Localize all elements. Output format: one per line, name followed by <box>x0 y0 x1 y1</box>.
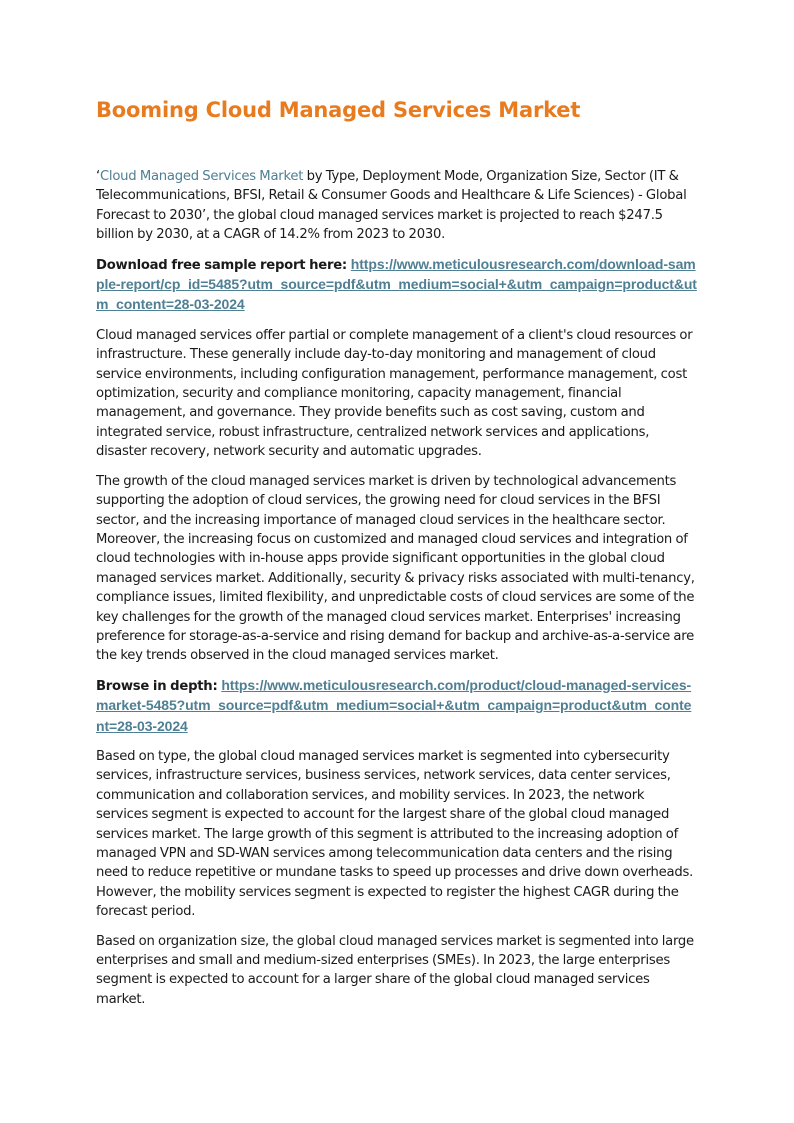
intro-text: by Type, Deployment Mode, Organization Size, Sector (IT & Telecommunications, BFSI, Retail & Consumer Goods and Healthcare & Life Sciences) - Global Forecast to 2030’, the global cloud managed services market is projected to reach $247.5 billion by 2030, at a CAGR of 14.2% from 2023 to 2030. <box>96 169 687 243</box>
page-title: Booming Cloud Managed Services Market <box>96 98 581 122</box>
browse-paragraph <box>96 676 698 737</box>
intro-open-quote: ‘ <box>96 169 100 184</box>
market-report-link[interactable]: Cloud Managed Services Market <box>99 169 304 184</box>
type-segment-paragraph: Based on type, the global cloud managed services market is segmented into cybersecurity services, infrastructure services, business services, network services, data center services, communication and collaboration services, and mobility services. In 2023, the network services segment is expected to account for the largest share of the global cloud managed services market. The large growth of this segment is attributed to the increasing adoption of managed VPN and SD-WAN services among telecommunication data centers and the rising need to reduce repetitive or mundane tasks to speed up processes and drive down overheads. However, the mobility services segment is expected to register the highest CAGR during the forecast period. <box>96 748 694 920</box>
download-sample-link[interactable]: https://www.meticulousresearch.com/download-sample-report/cp_id=5485?utm_source=pdf&utm_medium=social+&utm_campaign=product&utm_content=28-03-2024 <box>96 255 697 313</box>
organization-size-paragraph: Based on organization size, the global cloud managed services market is segmented into large enterprises and small and medium-sized enterprises (SMEs). In 2023, the large enterprises segment is expected to account for a larger share of the global cloud managed services market. <box>96 933 694 1007</box>
document-body <box>96 167 698 1009</box>
browse-in-depth-link[interactable]: https://www.meticulousresearch.com/product/cloud-managed-services-market-5485?utm_source=pdf&utm_medium=social+&utm_campaign=product&utm_content=28-03-2024 <box>96 676 692 734</box>
browse-label: Browse in depth: <box>96 678 222 694</box>
download-label: Download free sample report here: <box>96 257 351 273</box>
download-paragraph <box>96 255 698 316</box>
intro-paragraph <box>96 167 698 245</box>
overview-paragraph: Cloud managed services offer partial or complete management of a client's cloud resources or infrastructure. These generally include day-to-day monitoring and management of cloud service environments, including configuration management, performance management, cost optimization, security and compliance monitoring, capacity management, financial management, and governance. They provide benefits such as cost saving, custom and integrated service, robust infrastructure, centralized network services and applications, disaster recovery, network security and automatic upgrades. <box>96 327 693 460</box>
growth-paragraph: The growth of the cloud managed services market is driven by technological advancements supporting the adoption of cloud services, the growing need for cloud services in the BFSI sector, and the increasing importance of managed cloud services in the healthcare sector. Moreover, the increasing focus on customized and managed cloud services and integration of cloud technologies with in-house apps provide significant opportunities in the global cloud managed services market. Additionally, security & privacy risks associated with multi-tenancy, compliance issues, limited flexibility, and unpredictable costs of cloud services are some of the key challenges for the growth of the managed cloud services market. Enterprises' increasing preference for storage-as-a-service and rising demand for backup and archive-as-a-service are the key trends observed in the cloud managed services market. <box>96 473 695 664</box>
